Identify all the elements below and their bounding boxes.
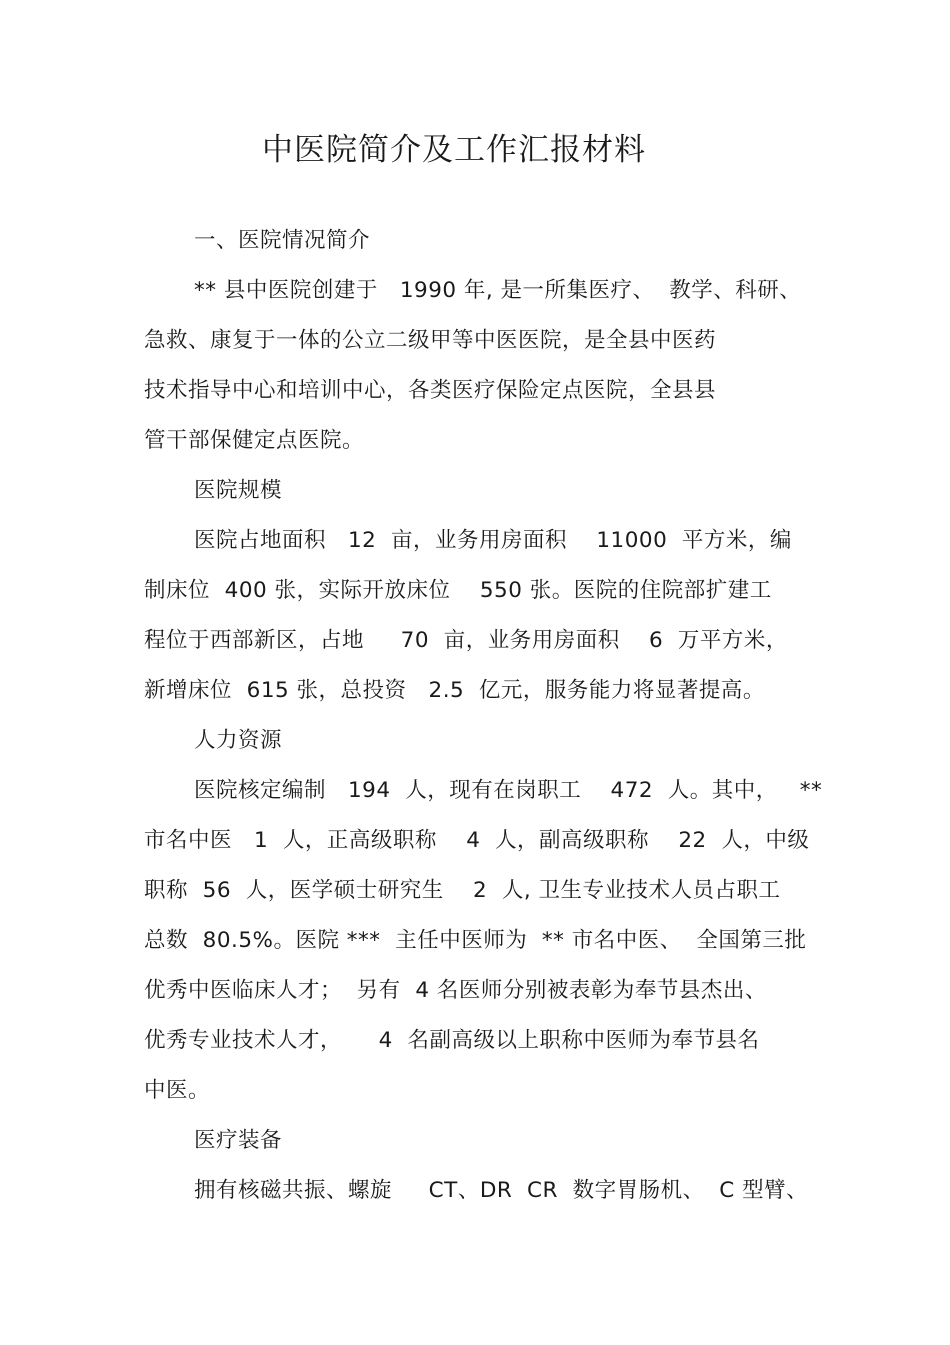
- paragraph-line: 制床位 400 张，实际开放床位 550 张。医院的住院部扩建工: [144, 578, 772, 603]
- section-heading-human-resources: 人力资源: [194, 728, 283, 753]
- section-heading-hospital-intro: 一、医院情况简介: [194, 228, 371, 253]
- paragraph-line: 总数 80.5%。医院 *** 主任中医师为 ** 市名中医、 全国第三批: [144, 928, 807, 953]
- paragraph-line: 程位于西部新区，占地 70 亩，业务用房面积 6 万平方米，: [144, 628, 788, 653]
- paragraph-line: 医院占地面积 12 亩，业务用房面积 11000 平方米，编: [194, 528, 792, 553]
- paragraph-line: 急救、康复于一体的公立二级甲等中医医院，是全县中医药: [144, 328, 717, 353]
- paragraph-line: 中医。: [144, 1078, 211, 1103]
- paragraph-line: 市名中医 1 人，正高级职称 4 人，副高级职称 22 人，中级: [144, 828, 810, 853]
- paragraph-line: 优秀专业技术人才， 4 名副高级以上职称中医师为奉节县名: [144, 1028, 760, 1053]
- paragraph-line: 技术指导中心和培训中心，各类医疗保险定点医院，全县县: [144, 378, 717, 403]
- paragraph-line: 管干部保健定点医院。: [144, 428, 365, 453]
- paragraph-line: 拥有核磁共振、螺旋 CT、DR CR 数字胃肠机、 C 型臂、: [194, 1178, 809, 1203]
- section-heading-scale: 医院规模: [194, 478, 283, 503]
- paragraph-line: ** 县中医院创建于 1990 年, 是一所集医疗、 教学、科研、: [194, 278, 802, 303]
- paragraph-line: 优秀中医临床人才； 另有 4 名医师分别被表彰为奉节县杰出、: [144, 978, 767, 1003]
- paragraph-line: 医院核定编制 194 人，现有在岗职工 472 人。其中， **: [194, 778, 823, 803]
- paragraph-line: 新增床位 615 张，总投资 2.5 亿元，服务能力将显著提高。: [144, 678, 765, 703]
- page-title: 中医院简介及工作汇报材料: [262, 132, 646, 168]
- paragraph-line: 职称 56 人，医学硕士研究生 2 人, 卫生专业技术人员占职工: [144, 878, 781, 903]
- section-heading-equipment: 医疗装备: [194, 1128, 283, 1153]
